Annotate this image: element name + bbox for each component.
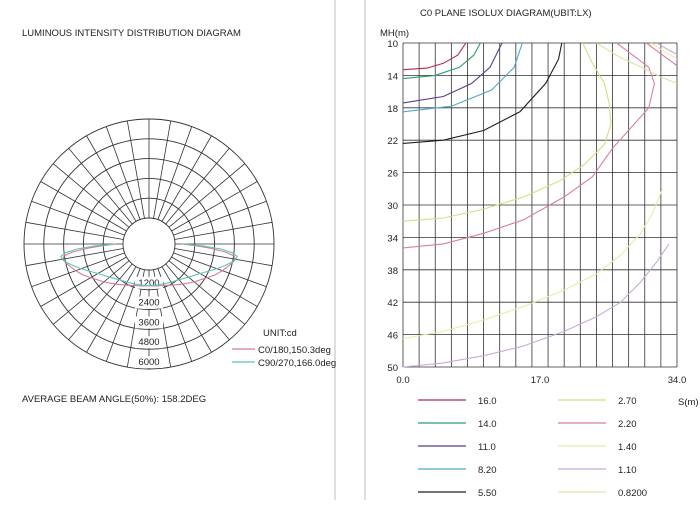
polar-spoke	[32, 253, 125, 287]
legend-label: 0.8200	[618, 488, 648, 499]
legend-label: 2.20	[618, 419, 637, 430]
unit-label: UNIT:cd	[263, 328, 297, 339]
polar-tick-label: 2400	[138, 297, 160, 309]
x-tick-label: 34.0	[667, 375, 687, 386]
legend-label-c0: C0/180,150.3deg	[258, 345, 331, 356]
polar-spoke	[106, 127, 140, 220]
polar-spoke	[26, 222, 123, 239]
beam-angle-text: AVERAGE BEAM ANGLE(50%): 158.2DEG	[22, 394, 207, 405]
polar-spoke	[158, 127, 192, 220]
isolux-title: C0 PLANE ISOLUX DIAGRAM(UBIT:LX)	[420, 8, 592, 19]
x-tick-label: 17.0	[530, 375, 550, 386]
y-axis-label: MH(m)	[380, 28, 410, 39]
polar-spoke	[127, 121, 144, 218]
x-axis-label: S(m)	[678, 397, 699, 408]
y-tick-label: 18	[387, 103, 398, 115]
y-tick-label: 22	[387, 136, 398, 148]
isolux-contour-14_0	[403, 43, 480, 79]
polar-spoke	[173, 253, 266, 287]
isolux-contour-2_70	[403, 43, 611, 221]
y-tick-label: 50	[387, 363, 398, 374]
polar-spoke	[154, 121, 171, 218]
y-tick-label: 46	[387, 330, 398, 342]
y-tick-label: 14	[387, 71, 398, 83]
polar-spoke	[173, 201, 266, 235]
polar-ring	[123, 218, 175, 270]
y-tick-label: 34	[387, 233, 398, 245]
isolux-contour-1_40	[403, 189, 663, 339]
polar-tick-label: 3600	[138, 317, 160, 329]
x-tick-label: 0.0	[396, 375, 410, 386]
legend-label: 1.10	[618, 465, 637, 476]
isolux-contour-8_20	[403, 43, 522, 112]
polar-tick-label: 6000	[138, 357, 160, 368]
legend-label: 16.0	[478, 396, 497, 407]
isolux-legend	[418, 396, 647, 499]
legend-label: 1.40	[618, 442, 637, 453]
polar-tick-label: 4800	[138, 337, 160, 349]
polar-diagram	[24, 119, 274, 369]
legend-label: 2.70	[618, 396, 637, 407]
isolux-contour-16_0	[403, 43, 466, 70]
polar-tick-label: 1200	[138, 277, 160, 289]
polar-spoke	[175, 222, 272, 239]
y-tick-label: 30	[387, 201, 398, 212]
legend-label-c90: C90/270,166.0deg	[258, 358, 337, 369]
isolux-contour-0_8200	[596, 43, 677, 84]
y-tick-label: 42	[387, 298, 398, 310]
y-tick-label: 38	[387, 265, 398, 277]
legend-label: 14.0	[478, 419, 497, 430]
legend-label: 11.0	[478, 442, 496, 453]
polar-spoke	[32, 201, 125, 235]
isolux-grid	[403, 43, 677, 367]
isolux-contour-11_0	[403, 43, 502, 103]
polar-title: LUMINOUS INTENSITY DISTRIBUTION DIAGRAM	[22, 28, 241, 39]
y-tick-label: 26	[387, 168, 398, 180]
legend-label: 8.20	[478, 465, 497, 476]
legend-label: 5.50	[478, 488, 497, 499]
y-tick-label: 10	[387, 39, 398, 50]
